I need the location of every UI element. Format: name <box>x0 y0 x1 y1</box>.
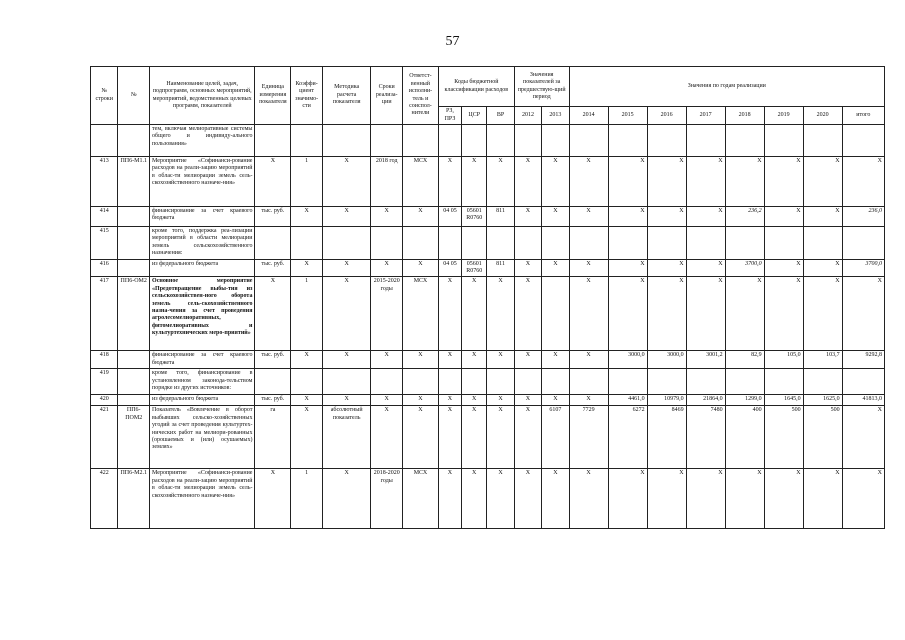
rz-cell <box>438 125 461 157</box>
value-2013 <box>542 369 569 395</box>
value-2013 <box>542 227 569 260</box>
row-number: 422 <box>91 469 118 529</box>
value-2013: X <box>542 157 569 207</box>
col-year-2018: 2018 <box>725 107 764 125</box>
rz-cell: X <box>438 277 461 351</box>
value-2019: X <box>764 157 803 207</box>
csr-cell: 05601 R0760 <box>462 207 487 227</box>
value-2018 <box>725 227 764 260</box>
value-2017: X <box>686 157 725 207</box>
value-2018: 82,9 <box>725 351 764 369</box>
program-code: ПП6-ОМ2 <box>118 277 150 351</box>
item-name: тем, включая мелиоративные системы общего и индивиду-ального пользования» <box>150 125 255 157</box>
method-cell <box>322 369 370 395</box>
coef-cell: 1 <box>291 277 323 351</box>
value-2014: X <box>569 207 608 227</box>
value-total: 41813,0 <box>842 395 884 406</box>
row-number: 416 <box>91 259 118 277</box>
row-number: 415 <box>91 227 118 260</box>
item-name: Основное мероприятие «Предотвращение выбы-тия из сельскохозяйствен-ного оборота земель сель-скохозяйственного назна-чения за счет проведения агролесомелиоративных, фитомелиоративных и культуртехнических меро-приятий» <box>150 277 255 351</box>
item-name: Мероприятие «Софинанси-рование расходов на реали-зацию мероприятий в облас-ти мелиорации земель сель-скохозяйственного назначе-ния» <box>150 157 255 207</box>
unit-cell: X <box>255 469 291 529</box>
value-2015 <box>608 227 647 260</box>
value-2014: X <box>569 157 608 207</box>
value-2020: 103,7 <box>803 351 842 369</box>
value-2020: X <box>803 157 842 207</box>
col-total: итого <box>842 107 884 125</box>
vr-cell: X <box>487 469 514 529</box>
value-total: 3700,0 <box>842 259 884 277</box>
value-2013 <box>542 277 569 351</box>
unit-cell: X <box>255 157 291 207</box>
value-2019 <box>764 227 803 260</box>
value-2014: X <box>569 259 608 277</box>
vr-cell <box>487 125 514 157</box>
value-2016 <box>647 125 686 157</box>
item-name: из федерального бюджета <box>150 259 255 277</box>
value-2019: X <box>764 277 803 351</box>
method-cell: X <box>322 469 370 529</box>
method-cell: X <box>322 259 370 277</box>
value-2012: X <box>514 469 541 529</box>
value-2018 <box>725 125 764 157</box>
rz-cell: X <box>438 395 461 406</box>
value-2012: X <box>514 406 541 469</box>
table-row <box>91 277 885 351</box>
item-name: Показатель «Вовлечение в оборот выбывших сельско-хозяйственных угодий за счет проведения культуртех-нических работ на мелиори-рованных (орошаемых и (или) осушаемых) землях» <box>150 406 255 469</box>
value-2014: 7729 <box>569 406 608 469</box>
vr-cell: X <box>487 157 514 207</box>
col-unit: Единица измерения показателя <box>255 67 291 125</box>
value-2016: X <box>647 259 686 277</box>
coef-cell: X <box>291 207 323 227</box>
col-method: Методика расчета показателя <box>322 67 370 125</box>
unit-cell <box>255 227 291 260</box>
terms-cell <box>371 227 403 260</box>
responsible-cell: X <box>403 395 439 406</box>
program-code <box>118 351 150 369</box>
col-name: Наименование целей, задач, подпрограмм, основных мероприятий, мероприятий, ведомственных целевых программ, показателей <box>150 67 255 125</box>
value-2012: X <box>514 207 541 227</box>
coef-cell: X <box>291 351 323 369</box>
value-2018 <box>725 369 764 395</box>
value-2019: X <box>764 259 803 277</box>
value-2018: X <box>725 469 764 529</box>
value-2018: 236,2 <box>725 207 764 227</box>
item-name: Мероприятие «Софинанси-рование расходов на реали-зацию мероприятий в облас-ти мелиорации земель сель-скохозяйственного назначе-ния» <box>150 469 255 529</box>
responsible-cell <box>403 125 439 157</box>
col-budget-codes: Коды бюджетной классификации расходов <box>438 67 514 107</box>
row-number: 417 <box>91 277 118 351</box>
value-2013: X <box>542 207 569 227</box>
value-total: 9292,8 <box>842 351 884 369</box>
coef-cell: 1 <box>291 469 323 529</box>
value-2017 <box>686 227 725 260</box>
item-name: кроме того, финансирование в установленном законода-тельством порядке из других источников: <box>150 369 255 395</box>
method-cell: X <box>322 207 370 227</box>
value-2019: 105,0 <box>764 351 803 369</box>
value-2013: X <box>542 259 569 277</box>
unit-cell: тыс. руб. <box>255 259 291 277</box>
program-code: ПП6-ПОМ2 <box>118 406 150 469</box>
responsible-cell: МСХ <box>403 277 439 351</box>
row-number: 420 <box>91 395 118 406</box>
method-cell: X <box>322 351 370 369</box>
value-total: X <box>842 406 884 469</box>
value-2014 <box>569 369 608 395</box>
table-row <box>91 259 885 277</box>
item-name: из федерального бюджета <box>150 395 255 406</box>
col-csr: ЦСР <box>462 107 487 125</box>
col-vr: ВР <box>487 107 514 125</box>
value-total: X <box>842 157 884 207</box>
unit-cell <box>255 369 291 395</box>
responsible-cell: X <box>403 259 439 277</box>
item-name: финансирование за счет краевого бюджета <box>150 207 255 227</box>
col-responsible: Ответст-венный исполни-тель и соиспол-нители <box>403 67 439 125</box>
value-2017: X <box>686 259 725 277</box>
col-years-group: Значения по годам реализации <box>569 67 884 107</box>
page-number: 57 <box>445 34 460 49</box>
col-year-2020: 2020 <box>803 107 842 125</box>
value-2017: 7480 <box>686 406 725 469</box>
value-2016: X <box>647 207 686 227</box>
csr-cell: X <box>462 395 487 406</box>
responsible-cell: X <box>403 351 439 369</box>
csr-cell: X <box>462 277 487 351</box>
coef-cell: X <box>291 259 323 277</box>
col-year-2016: 2016 <box>647 107 686 125</box>
col-code: № <box>118 67 150 125</box>
csr-cell <box>462 125 487 157</box>
value-2015: 3000,0 <box>608 351 647 369</box>
value-total: 236,0 <box>842 207 884 227</box>
value-2012: X <box>514 157 541 207</box>
table-row <box>91 395 885 406</box>
value-2015: X <box>608 277 647 351</box>
value-2014 <box>569 125 608 157</box>
col-year-2013: 2013 <box>542 107 569 125</box>
rz-cell: X <box>438 406 461 469</box>
vr-cell: X <box>487 395 514 406</box>
value-2013: X <box>542 351 569 369</box>
value-2016: 10979,0 <box>647 395 686 406</box>
table-row <box>91 125 885 157</box>
row-number: 418 <box>91 351 118 369</box>
value-2018: 3700,0 <box>725 259 764 277</box>
value-2015 <box>608 125 647 157</box>
value-2019: X <box>764 469 803 529</box>
program-code <box>118 395 150 406</box>
value-2020: X <box>803 277 842 351</box>
value-total: X <box>842 277 884 351</box>
value-2016: X <box>647 469 686 529</box>
terms-cell: X <box>371 406 403 469</box>
value-2018: X <box>725 157 764 207</box>
unit-cell: тыс. руб. <box>255 395 291 406</box>
table-row <box>91 227 885 260</box>
value-2018: 400 <box>725 406 764 469</box>
row-number <box>91 125 118 157</box>
value-2012 <box>514 125 541 157</box>
program-code <box>118 125 150 157</box>
table-row <box>91 207 885 227</box>
table-row <box>91 406 885 469</box>
vr-cell: 811 <box>487 207 514 227</box>
value-2017: 21864,0 <box>686 395 725 406</box>
col-terms: Сроки реализа-ции <box>371 67 403 125</box>
terms-cell <box>371 369 403 395</box>
vr-cell: X <box>487 406 514 469</box>
method-cell: X <box>322 395 370 406</box>
coef-cell: X <box>291 395 323 406</box>
table-row <box>91 157 885 207</box>
value-2019 <box>764 369 803 395</box>
col-year-2015: 2015 <box>608 107 647 125</box>
responsible-cell: X <box>403 406 439 469</box>
csr-cell: X <box>462 406 487 469</box>
value-2014: X <box>569 395 608 406</box>
value-2017 <box>686 369 725 395</box>
value-2020 <box>803 227 842 260</box>
terms-cell: X <box>371 395 403 406</box>
unit-cell: тыс. руб. <box>255 351 291 369</box>
value-2019: 500 <box>764 406 803 469</box>
value-2012: X <box>514 259 541 277</box>
responsible-cell: МСХ <box>403 157 439 207</box>
value-2017: X <box>686 469 725 529</box>
value-total <box>842 125 884 157</box>
rz-cell <box>438 227 461 260</box>
value-2015: X <box>608 157 647 207</box>
responsible-cell: X <box>403 207 439 227</box>
item-name: кроме того, поддержка реа-лизации мероприятий в области мелиорации земель сельскохозяйственного назначения: <box>150 227 255 260</box>
col-prev-period: Значения показателей за предшествую-щий период <box>514 67 569 107</box>
value-2013: X <box>542 395 569 406</box>
value-total: X <box>842 469 884 529</box>
value-2015: X <box>608 207 647 227</box>
value-total <box>842 227 884 260</box>
coef-cell: 1 <box>291 157 323 207</box>
coef-cell <box>291 369 323 395</box>
value-2018: X <box>725 277 764 351</box>
value-2012: X <box>514 395 541 406</box>
rz-cell <box>438 369 461 395</box>
value-2017: 3001,2 <box>686 351 725 369</box>
table-row <box>91 369 885 395</box>
coef-cell: X <box>291 406 323 469</box>
vr-cell <box>487 227 514 260</box>
responsible-cell: МСХ <box>403 469 439 529</box>
terms-cell: 2018-2020 годы <box>371 469 403 529</box>
value-total <box>842 369 884 395</box>
value-2020: 1625,0 <box>803 395 842 406</box>
value-2020: X <box>803 259 842 277</box>
value-2012: X <box>514 351 541 369</box>
value-2016: 8469 <box>647 406 686 469</box>
program-code <box>118 259 150 277</box>
program-code: ПП6-М2.1 <box>118 469 150 529</box>
value-2020: X <box>803 207 842 227</box>
value-2016: X <box>647 277 686 351</box>
value-2014: X <box>569 469 608 529</box>
value-2012 <box>514 227 541 260</box>
method-cell: X <box>322 157 370 207</box>
value-2012: X <box>514 277 541 351</box>
terms-cell: X <box>371 259 403 277</box>
col-year-2012: 2012 <box>514 107 541 125</box>
csr-cell: X <box>462 351 487 369</box>
unit-cell: тыс. руб. <box>255 207 291 227</box>
csr-cell <box>462 227 487 260</box>
program-table <box>90 66 885 529</box>
value-2014: X <box>569 277 608 351</box>
responsible-cell <box>403 227 439 260</box>
value-2015: 6272 <box>608 406 647 469</box>
value-2015: X <box>608 469 647 529</box>
program-code <box>118 227 150 260</box>
table-row <box>91 351 885 369</box>
csr-cell: 05601 R0760 <box>462 259 487 277</box>
row-number: 413 <box>91 157 118 207</box>
row-number: 421 <box>91 406 118 469</box>
rz-cell: 04 05 <box>438 259 461 277</box>
col-year-2019: 2019 <box>764 107 803 125</box>
terms-cell: X <box>371 351 403 369</box>
value-2016 <box>647 369 686 395</box>
csr-cell: X <box>462 469 487 529</box>
value-2016: X <box>647 157 686 207</box>
rz-cell: 04 05 <box>438 207 461 227</box>
vr-cell: X <box>487 277 514 351</box>
col-coef: Коэффи-циент значимо-сти <box>291 67 323 125</box>
row-number: 419 <box>91 369 118 395</box>
value-2013 <box>542 125 569 157</box>
value-2016: 3000,0 <box>647 351 686 369</box>
unit-cell: X <box>255 277 291 351</box>
item-name: финансирование за счет краевого бюджета <box>150 351 255 369</box>
value-2019: 1645,0 <box>764 395 803 406</box>
value-2020 <box>803 125 842 157</box>
value-2020: 500 <box>803 406 842 469</box>
value-2020 <box>803 369 842 395</box>
value-2014: X <box>569 351 608 369</box>
csr-cell: X <box>462 157 487 207</box>
rz-cell: X <box>438 157 461 207</box>
value-2013: X <box>542 469 569 529</box>
row-number: 414 <box>91 207 118 227</box>
program-code <box>118 369 150 395</box>
value-2015: X <box>608 259 647 277</box>
coef-cell <box>291 125 323 157</box>
vr-cell: 811 <box>487 259 514 277</box>
responsible-cell <box>403 369 439 395</box>
col-row-num: № строки <box>91 67 118 125</box>
method-cell <box>322 227 370 260</box>
value-2015 <box>608 369 647 395</box>
unit-cell: га <box>255 406 291 469</box>
value-2013: 6107 <box>542 406 569 469</box>
program-code: ПП6-М1.1 <box>118 157 150 207</box>
value-2020: X <box>803 469 842 529</box>
csr-cell <box>462 369 487 395</box>
method-cell: абсолютный показатель <box>322 406 370 469</box>
col-rz: РЗ, ПРЗ <box>438 107 461 125</box>
value-2014 <box>569 227 608 260</box>
program-code <box>118 207 150 227</box>
vr-cell: X <box>487 351 514 369</box>
value-2015: 4461,0 <box>608 395 647 406</box>
vr-cell <box>487 369 514 395</box>
method-cell: X <box>322 277 370 351</box>
coef-cell <box>291 227 323 260</box>
terms-cell: 2018 год <box>371 157 403 207</box>
value-2016 <box>647 227 686 260</box>
method-cell <box>322 125 370 157</box>
col-year-2014: 2014 <box>569 107 608 125</box>
value-2017: X <box>686 207 725 227</box>
table-body <box>91 125 885 529</box>
value-2019 <box>764 125 803 157</box>
terms-cell <box>371 125 403 157</box>
table-row <box>91 469 885 529</box>
terms-cell: 2015-2020 годы <box>371 277 403 351</box>
rz-cell: X <box>438 469 461 529</box>
value-2017 <box>686 125 725 157</box>
table-header <box>91 67 885 125</box>
col-year-2017: 2017 <box>686 107 725 125</box>
value-2019: X <box>764 207 803 227</box>
value-2018: 1299,0 <box>725 395 764 406</box>
value-2012 <box>514 369 541 395</box>
rz-cell: X <box>438 351 461 369</box>
value-2017: X <box>686 277 725 351</box>
terms-cell: X <box>371 207 403 227</box>
unit-cell <box>255 125 291 157</box>
